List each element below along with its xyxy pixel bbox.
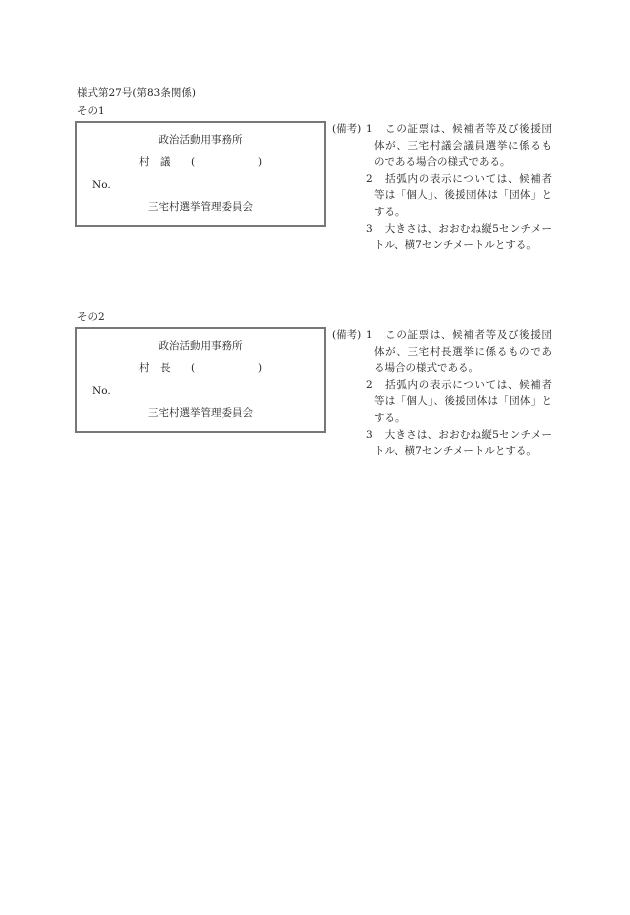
certificate-committee: 三宅村選挙管理委員会 (148, 201, 253, 213)
note-number: 1 (366, 329, 373, 341)
section-label-2: その2 (77, 311, 105, 323)
notes-prefix: (備考) (332, 329, 362, 341)
certificate-role-text: 村 議 (139, 156, 171, 168)
certificate-number-label: No. (92, 179, 111, 191)
note-item (332, 327, 557, 377)
note-text: 大きさは、おおむね縦5センチメートル、横7センチメートルとする。 (374, 222, 552, 252)
note-number: 2 (366, 378, 373, 391)
certificate-number-label: No. (92, 385, 111, 397)
certificate-paren-close: ) (258, 156, 263, 168)
certificate-paren-open: ( (191, 362, 196, 374)
note-text: 括弧内の表示については、候補者等は「個人」、後援団体は「団体」とする。 (374, 378, 552, 424)
notes-block-2 (332, 327, 557, 460)
note-number: 3 (366, 428, 373, 441)
certificate-committee: 三宅村選挙管理委員会 (148, 407, 253, 419)
note-text: 括弧内の表示については、候補者等は「個人」、後援団体は「団体」とする。 (374, 172, 552, 218)
certificate-role (139, 155, 263, 169)
note-item (332, 121, 557, 171)
certificate-box-2 (75, 327, 326, 433)
note-item (332, 221, 557, 254)
note-number: 1 (366, 123, 373, 135)
notes-prefix: (備考) (332, 123, 362, 135)
certificate-role-text: 村 長 (139, 362, 171, 374)
note-text: この証票は、候補者等及び後援団体が、三宅村長選挙に係るものである場合の様式である。 (374, 329, 552, 375)
note-item (332, 171, 557, 221)
note-number: 3 (366, 222, 373, 235)
section-label-1: その1 (77, 105, 105, 117)
notes-block-1 (332, 121, 557, 254)
certificate-paren-close: ) (258, 362, 263, 374)
certificate-office-title: 政治活動用事務所 (158, 340, 243, 352)
note-text: 大きさは、おおむね縦5センチメートル、横7センチメートルとする。 (374, 428, 552, 458)
note-text: この証票は、候補者等及び後援団体が、三宅村議会議員選挙に係るものである場合の様式である。 (374, 123, 552, 169)
certificate-role (139, 361, 263, 375)
note-number: 2 (366, 172, 373, 185)
certificate-paren-open: ( (191, 156, 196, 168)
certificate-box-1 (75, 121, 326, 227)
note-item (332, 427, 557, 460)
note-item (332, 377, 557, 427)
certificate-office-title: 政治活動用事務所 (158, 134, 243, 146)
form-heading: 様式第27号(第83条関係) (77, 87, 196, 99)
